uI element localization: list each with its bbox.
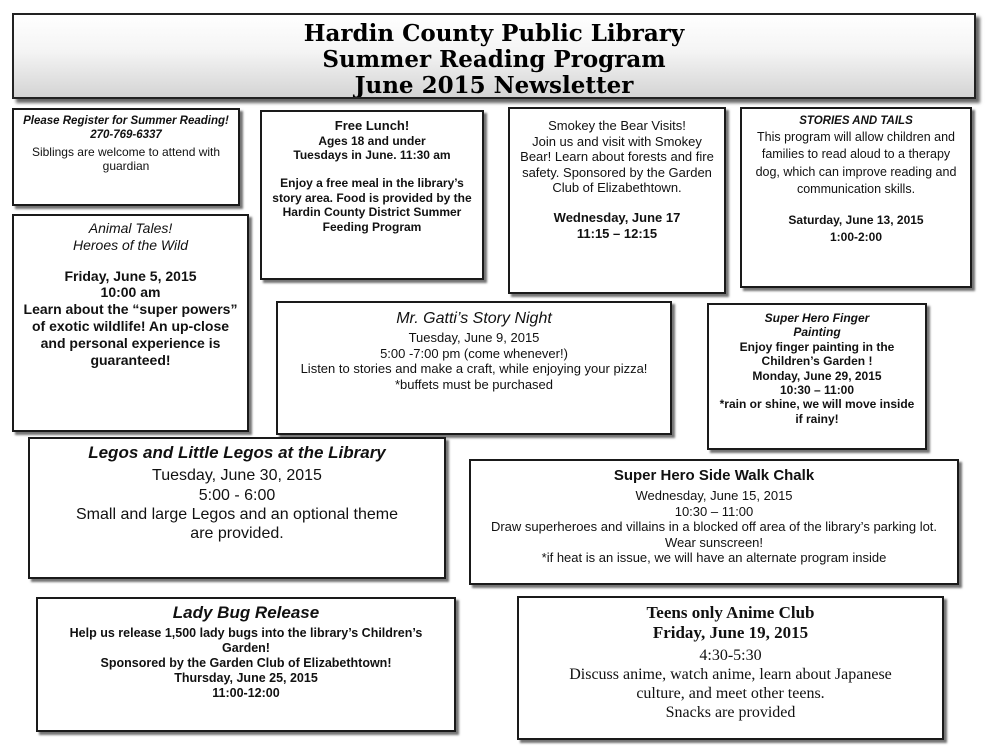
legos-description: Small and large Legos and an optional theme are provided. bbox=[76, 505, 398, 542]
finger-title: Super Hero Finger Painting bbox=[764, 311, 870, 340]
animal-tales-box bbox=[12, 214, 249, 432]
anime-time: 4:30-5:30 bbox=[699, 646, 762, 664]
newsletter-header bbox=[12, 13, 976, 99]
ladybug-date: Thursday, June 25, 2015 bbox=[174, 671, 318, 686]
finger-note: *rain or shine, we will move inside if rainy! bbox=[719, 397, 915, 426]
gatti-note: *buffets must be purchased bbox=[394, 376, 554, 392]
lady-bug-box bbox=[36, 597, 456, 732]
stories-description: This program will allow children and families to read aloud to a therapy dog, which can improve reading and communication skills. bbox=[755, 129, 957, 197]
gatti-date: Tuesday, June 9, 2015 bbox=[408, 330, 540, 346]
smokey-bear-box bbox=[508, 107, 726, 294]
smokey-title: Smokey the Bear Visits! bbox=[548, 118, 686, 133]
stories-time: 1:00-2:00 bbox=[829, 230, 883, 245]
animal-description: Learn about the “super powers” of exotic wildlife! An up-close and personal experience is guaranteed! bbox=[23, 301, 238, 368]
chalk-title: Super Hero Side Walk Chalk bbox=[613, 467, 815, 484]
finger-date: Monday, June 29, 2015 bbox=[752, 368, 882, 383]
story-night-box bbox=[276, 301, 672, 435]
animal-time: 10:00 am bbox=[100, 284, 161, 301]
register-title: Please Register for Summer Reading! bbox=[23, 115, 229, 127]
gatti-description: Listen to stories and make a craft, while enjoying your pizza! bbox=[300, 361, 648, 377]
finger-painting-box bbox=[707, 303, 927, 450]
animal-date: Friday, June 5, 2015 bbox=[64, 267, 197, 284]
library-name: Hardin County Public Library bbox=[303, 20, 685, 47]
animal-title-1: Animal Tales! bbox=[88, 220, 173, 236]
side-walk-chalk-box bbox=[469, 459, 959, 585]
stories-title: STORIES AND TAILS bbox=[799, 115, 913, 127]
legos-date: Tuesday, June 30, 2015 bbox=[152, 467, 322, 485]
register-box bbox=[12, 108, 240, 206]
anime-club-box bbox=[517, 596, 944, 740]
lunch-description: Enjoy a free meal in the library’s story area. Food is provided by the Hardin County District Summer Feeding Program bbox=[272, 176, 472, 234]
stories-date: Saturday, June 13, 2015 bbox=[788, 212, 924, 227]
smokey-description: Join us and visit with Smokey Bear! Learn about forests and fire safety. Sponsored by the Garden Club of Elizabethtown. bbox=[520, 133, 714, 196]
ladybug-sponsor: Sponsored by the Garden Club of Elizabethtown! bbox=[100, 656, 392, 671]
newsletter-title: June 2015 Newsletter bbox=[354, 72, 634, 99]
animal-title-2: Heroes of the Wild bbox=[72, 236, 189, 253]
lunch-title: Free Lunch! bbox=[334, 118, 410, 133]
chalk-time: 10:30 – 11:00 bbox=[674, 503, 754, 519]
anime-title: Teens only Anime Club bbox=[646, 603, 815, 622]
legos-title: Legos and Little Legos at the Library bbox=[88, 443, 386, 462]
register-phone: 270-769-6337 bbox=[90, 128, 162, 141]
ladybug-description: Help us release 1,500 lady bugs into the library’s Children’s Garden! bbox=[69, 626, 423, 656]
smokey-date: Wednesday, June 17 bbox=[553, 209, 681, 225]
gatti-title: Mr. Gatti’s Story Night bbox=[396, 310, 552, 327]
lunch-schedule: Tuesdays in June. 11:30 am bbox=[293, 147, 451, 162]
chalk-description: Draw superheroes and villains in a blocked off area of the library’s parking lot. Wear sunscreen! bbox=[490, 519, 938, 550]
smokey-time: 11:15 – 12:15 bbox=[576, 225, 658, 241]
finger-description: Enjoy finger painting in the Children’s Garden ! bbox=[739, 339, 895, 369]
chalk-note: *if heat is an issue, we will have an alternate program inside bbox=[541, 550, 887, 566]
finger-time: 10:30 – 11:00 bbox=[779, 382, 855, 397]
anime-date: Friday, June 19, 2015 bbox=[652, 623, 809, 643]
chalk-date: Wednesday, June 15, 2015 bbox=[635, 488, 793, 503]
register-note: Siblings are welcome to attend with guardian bbox=[31, 144, 221, 173]
lunch-ages: Ages 18 and under bbox=[318, 133, 426, 148]
gatti-time: 5:00 -7:00 pm (come whenever!) bbox=[380, 345, 568, 361]
legos-box bbox=[28, 437, 446, 579]
stories-tails-box bbox=[740, 107, 972, 288]
program-name: Summer Reading Program bbox=[322, 46, 666, 73]
anime-description: Discuss anime, watch anime, learn about Japanese culture, and meet other teens. bbox=[569, 665, 892, 703]
legos-time: 5:00 - 6:00 bbox=[198, 486, 276, 504]
ladybug-time: 11:00-12:00 bbox=[212, 686, 280, 701]
anime-note: Snacks are provided bbox=[665, 704, 796, 722]
ladybug-title: Lady Bug Release bbox=[172, 603, 320, 622]
free-lunch-box bbox=[260, 110, 484, 280]
